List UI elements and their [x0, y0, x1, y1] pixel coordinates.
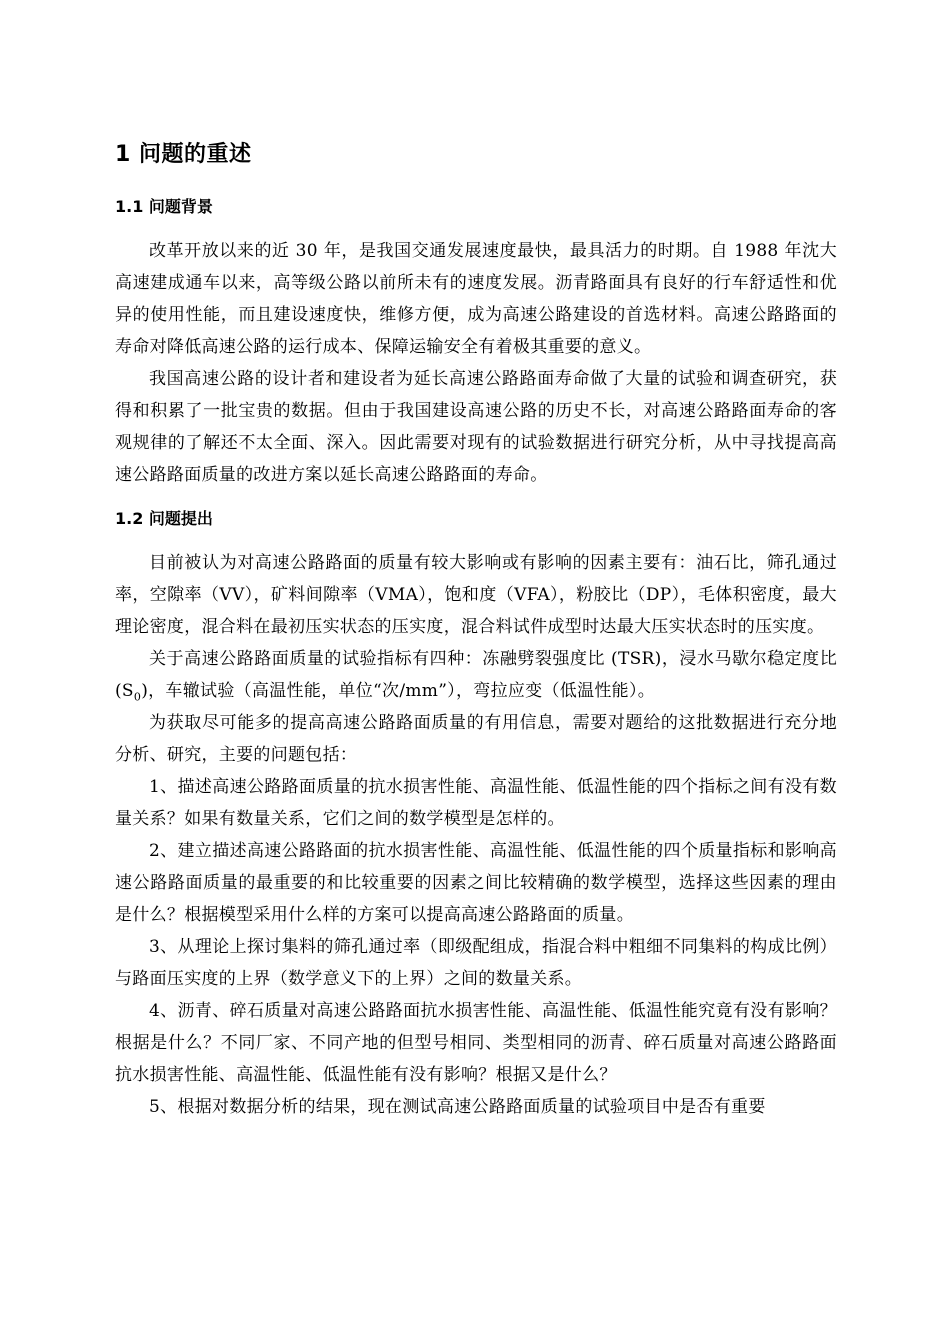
factors-paragraph: 目前被认为对高速公路路面的质量有较大影响或有影响的因素主要有：油石比，筛孔通过率，空隙率（VV），矿料间隙率（VMA），饱和度（VFA），粉胶比（DP），毛体积密度，最大理论密度，混合料在最初压实状态的压实度，混合料试件成型时达最大压实状态时的压实度。: [115, 553, 837, 637]
background-paragraph-1: 改革开放以来的近 30 年，是我国交通发展速度最快，最具活力的时期。自 1988 年沈大高速建成通车以来，高等级公路以前所未有的速度发展。沥青路面具有良好的行车舒适性和优异的使用性能，而且建设速度快，维修方便，成为高速公路建设的首选材料。高速公路路面的寿命对降低高速公路的运行成本、保障运输安全有着极其重要的意义。: [115, 241, 837, 357]
problem-item-3: 3、从理论上探讨集料的筛孔通过率（即级配组成，指混合料中粗细不同集料的构成比例）与路面压实度的上界（数学意义下的上界）之间的数量关系。: [115, 937, 837, 989]
problem-item-5: 5、根据对数据分析的结果，现在测试高速公路路面质量的试验项目中是否有重要: [149, 1097, 766, 1117]
document-content: [115, 140, 837, 1123]
section-1-heading: 1 问题的重述: [115, 142, 252, 167]
section-1-1-heading: 1.1 问题背景: [115, 197, 213, 216]
problem-item-1: 1、描述高速公路路面质量的抗水损害性能、高温性能、低温性能的四个指标之间有没有数量关系？如果有数量关系，它们之间的数学模型是怎样的。: [115, 777, 837, 829]
problem-item-2: 2、建立描述高速公路路面的抗水损害性能、高温性能、低温性能的四个质量指标和影响高速公路路面质量的最重要的和比较重要的因素之间比较精确的数学模型，选择这些因素的理由是什么？根据模型采用什么样的方案可以提高高速公路路面的质量。: [115, 841, 837, 925]
indicators-text-start: 关于高速公路路面质量的试验指标有四种：冻融劈裂强度比 (TSR)，浸水马歇尔稳定度比(S: [115, 649, 837, 701]
section-1-2-heading: 1.2 问题提出: [115, 509, 213, 528]
section-spacer: [115, 491, 837, 507]
background-paragraph-2: 我国高速公路的设计者和建设者为延长高速公路路面寿命做了大量的试验和调查研究，获得和积累了一批宝贵的数据。但由于我国建设高速公路的历史不长，对高速公路路面寿命的客观规律的了解还不太全面、深入。因此需要对现有的试验数据进行研究分析，从中寻找提高高速公路路面质量的改进方案以延长高速公路路面的寿命。: [115, 369, 837, 485]
problem-item-4: 4、沥青、碎石质量对高速公路路面抗水损害性能、高温性能、低温性能究竟有没有影响？根据是什么？不同厂家、不同产地的但型号相同、类型相同的沥青、碎石质量对高速公路路面抗水损害性能、高温性能、低温性能有没有影响？根据又是什么？: [115, 1001, 837, 1085]
indicators-text-end: )，车辙试验（高温性能，单位“次/mm”），弯拉应变（低温性能）。: [141, 681, 656, 701]
subscript-zero: 0: [133, 690, 142, 704]
problems-intro-paragraph: 为获取尽可能多的提高高速公路路面质量的有用信息，需要对题给的这批数据进行充分地分析、研究，主要的问题包括：: [115, 713, 837, 765]
indicators-paragraph: [115, 643, 837, 707]
